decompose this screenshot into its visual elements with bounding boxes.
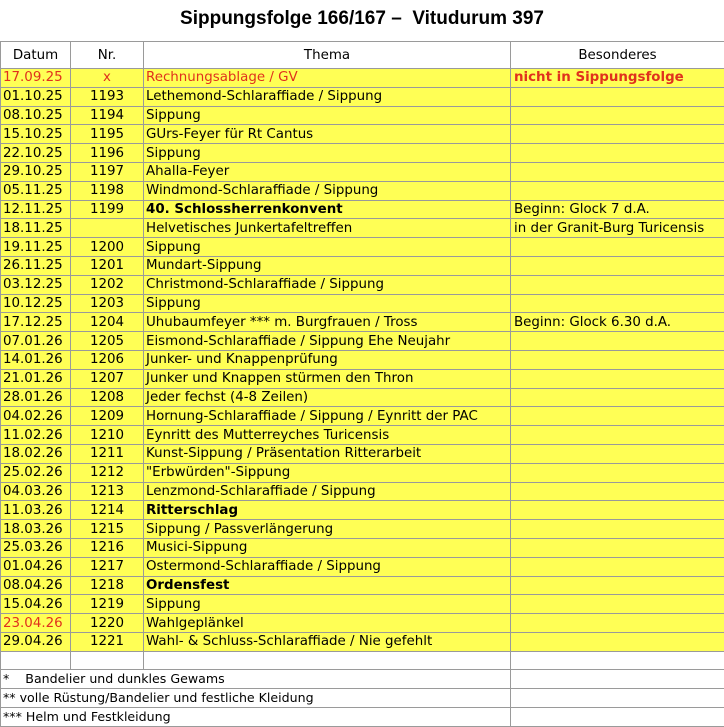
cell-thema: Lenzmond-Schlaraffiade / Sippung [144, 482, 511, 501]
cell-datum: 15.04.26 [1, 595, 71, 614]
table-row [1, 426, 724, 445]
table-row [1, 557, 724, 576]
cell-datum: 10.12.25 [1, 294, 71, 313]
table-row [1, 576, 724, 595]
table-row [1, 388, 724, 407]
schedule-table [0, 41, 724, 727]
cell-thema: Rechnungsablage / GV [144, 69, 511, 88]
cell-nr: 1197 [71, 162, 144, 181]
cell-nr: 1195 [71, 125, 144, 144]
cell-thema: Christmond-Schlaraffiade / Sippung [144, 275, 511, 294]
table-row [1, 144, 724, 163]
cell-thema: Ahalla-Feyer [144, 162, 511, 181]
cell-besonderes [511, 426, 724, 445]
table-row [1, 407, 724, 426]
table-row [1, 200, 724, 219]
cell-besonderes [511, 275, 724, 294]
table-row [1, 632, 724, 651]
cell-thema: Windmond-Schlaraffiade / Sippung [144, 181, 511, 200]
cell-thema: "Erbwürden"-Sippung [144, 463, 511, 482]
cell-besonderes [511, 576, 724, 595]
cell-nr: 1208 [71, 388, 144, 407]
cell-besonderes [511, 482, 724, 501]
cell-besonderes [511, 125, 724, 144]
cell-datum: 15.10.25 [1, 125, 71, 144]
footnote-row [1, 707, 724, 726]
table-row [1, 520, 724, 539]
table-row [1, 463, 724, 482]
cell-thema: Sippung [144, 595, 511, 614]
cell-datum: 18.02.26 [1, 444, 71, 463]
cell-besonderes [511, 388, 724, 407]
table-row [1, 482, 724, 501]
cell-besonderes [511, 256, 724, 275]
cell-datum: 11.03.26 [1, 501, 71, 520]
header-besonderes: Besonderes [511, 42, 724, 69]
cell-nr: 1207 [71, 369, 144, 388]
table-row [1, 501, 724, 520]
cell-thema: Jeder fechst (4-8 Zeilen) [144, 388, 511, 407]
cell-thema: 40. Schlossherrenkonvent [144, 200, 511, 219]
cell-besonderes [511, 501, 724, 520]
cell-datum: 01.04.26 [1, 557, 71, 576]
cell-thema: Junker und Knappen stürmen den Thron [144, 369, 511, 388]
cell-besonderes [511, 162, 724, 181]
cell-besonderes [511, 614, 724, 633]
cell-nr: 1202 [71, 275, 144, 294]
cell-thema: Hornung-Schlaraffiade / Sippung / Eynritt der PAC [144, 407, 511, 426]
cell-nr: 1212 [71, 463, 144, 482]
table-row [1, 219, 724, 238]
cell-datum: 18.03.26 [1, 520, 71, 539]
cell-besonderes [511, 520, 724, 539]
cell-nr: 1201 [71, 256, 144, 275]
table-row [1, 106, 724, 125]
cell-nr: 1213 [71, 482, 144, 501]
cell-nr: 1196 [71, 144, 144, 163]
table-row [1, 332, 724, 351]
cell-thema: Sippung [144, 238, 511, 257]
cell-nr: 1210 [71, 426, 144, 445]
cell-datum: 29.04.26 [1, 632, 71, 651]
cell-besonderes [511, 144, 724, 163]
cell-besonderes: in der Granit-Burg Turicensis [511, 219, 724, 238]
header-datum: Datum [1, 42, 71, 69]
cell-besonderes [511, 181, 724, 200]
cell-nr: 1209 [71, 407, 144, 426]
cell-nr [71, 219, 144, 238]
footnote-triple-star: *** Helm und Festkleidung [1, 707, 511, 726]
cell-thema: Eismond-Schlaraffiade / Sippung Ehe Neujahr [144, 332, 511, 351]
cell-nr: 1217 [71, 557, 144, 576]
cell-thema: Ritterschlag [144, 501, 511, 520]
cell-datum: 25.03.26 [1, 538, 71, 557]
table-row [1, 444, 724, 463]
cell-thema: Wahlgeplänkel [144, 614, 511, 633]
table-row [1, 614, 724, 633]
cell-besonderes [511, 87, 724, 106]
cell-datum: 19.11.25 [1, 238, 71, 257]
cell-datum: 14.01.26 [1, 350, 71, 369]
cell-thema: GUrs-Feyer für Rt Cantus [144, 125, 511, 144]
cell-datum: 28.01.26 [1, 388, 71, 407]
table-row [1, 181, 724, 200]
cell-thema: Junker- und Knappenprüfung [144, 350, 511, 369]
cell-datum: 26.11.25 [1, 256, 71, 275]
table-row [1, 313, 724, 332]
cell-datum: 07.01.26 [1, 332, 71, 351]
cell-datum: 17.09.25 [1, 69, 71, 88]
cell-datum: 12.11.25 [1, 200, 71, 219]
table-row [1, 87, 724, 106]
cell-besonderes: nicht in Sippungsfolge [511, 69, 724, 88]
cell-thema: Sippung [144, 106, 511, 125]
table-row [1, 294, 724, 313]
cell-thema: Kunst-Sippung / Präsentation Ritterarbeit [144, 444, 511, 463]
cell-thema: Sippung [144, 294, 511, 313]
cell-besonderes [511, 463, 724, 482]
cell-nr: 1214 [71, 501, 144, 520]
cell-besonderes [511, 632, 724, 651]
cell-thema: Uhubaumfeyer *** m. Burgfrauen / Tross [144, 313, 511, 332]
cell-nr: 1211 [71, 444, 144, 463]
footnote-row [1, 669, 724, 688]
cell-besonderes [511, 369, 724, 388]
table-row [1, 162, 724, 181]
header-row [1, 42, 724, 69]
cell-thema: Ostermond-Schlaraffiade / Sippung [144, 557, 511, 576]
cell-nr: 1218 [71, 576, 144, 595]
table-row [1, 125, 724, 144]
cell-datum: 05.11.25 [1, 181, 71, 200]
cell-thema: Ordensfest [144, 576, 511, 595]
footnote-row [1, 688, 724, 707]
cell-thema: Lethemond-Schlaraffiade / Sippung [144, 87, 511, 106]
cell-datum: 25.02.26 [1, 463, 71, 482]
cell-thema: Musici-Sippung [144, 538, 511, 557]
cell-datum: 21.01.26 [1, 369, 71, 388]
cell-nr: 1194 [71, 106, 144, 125]
cell-nr: 1204 [71, 313, 144, 332]
cell-datum: 29.10.25 [1, 162, 71, 181]
cell-datum: 23.04.26 [1, 614, 71, 633]
cell-nr: 1206 [71, 350, 144, 369]
footnote-double-star: ** volle Rüstung/Bandelier und festliche Kleidung [1, 688, 511, 707]
cell-datum: 11.02.26 [1, 426, 71, 445]
cell-nr: 1198 [71, 181, 144, 200]
cell-nr: 1203 [71, 294, 144, 313]
table-row [1, 275, 724, 294]
table-row [1, 369, 724, 388]
table-row [1, 538, 724, 557]
table-row [1, 350, 724, 369]
cell-datum: 17.12.25 [1, 313, 71, 332]
cell-nr: 1215 [71, 520, 144, 539]
cell-besonderes: Beginn: Glock 7 d.A. [511, 200, 724, 219]
cell-datum: 08.10.25 [1, 106, 71, 125]
blank-row [1, 651, 724, 669]
cell-besonderes [511, 238, 724, 257]
cell-datum: 01.10.25 [1, 87, 71, 106]
cell-datum: 03.12.25 [1, 275, 71, 294]
cell-nr: 1200 [71, 238, 144, 257]
cell-nr: 1220 [71, 614, 144, 633]
cell-besonderes [511, 557, 724, 576]
cell-thema: Mundart-Sippung [144, 256, 511, 275]
cell-besonderes [511, 332, 724, 351]
cell-besonderes [511, 350, 724, 369]
cell-datum: 22.10.25 [1, 144, 71, 163]
table-row [1, 238, 724, 257]
cell-nr: 1205 [71, 332, 144, 351]
cell-besonderes [511, 444, 724, 463]
cell-besonderes [511, 407, 724, 426]
header-nr: Nr. [71, 42, 144, 69]
cell-datum: 04.02.26 [1, 407, 71, 426]
cell-datum: 18.11.25 [1, 219, 71, 238]
page-title: Sippungsfolge 166/167 – Vitudurum 397 [0, 6, 724, 32]
cell-datum: 04.03.26 [1, 482, 71, 501]
cell-thema: Sippung [144, 144, 511, 163]
footnote-single-star: * Bandelier und dunkles Gewams [1, 669, 511, 688]
cell-nr: 1219 [71, 595, 144, 614]
cell-thema: Sippung / Passverlängerung [144, 520, 511, 539]
cell-nr: x [71, 69, 144, 88]
cell-besonderes [511, 538, 724, 557]
cell-nr: 1193 [71, 87, 144, 106]
table-row [1, 595, 724, 614]
header-thema: Thema [144, 42, 511, 69]
cell-thema: Eynritt des Mutterreyches Turicensis [144, 426, 511, 445]
table-row [1, 69, 724, 88]
cell-besonderes: Beginn: Glock 6.30 d.A. [511, 313, 724, 332]
cell-nr: 1216 [71, 538, 144, 557]
cell-thema: Wahl- & Schluss-Schlaraffiade / Nie gefehlt [144, 632, 511, 651]
cell-thema: Helvetisches Junkertafeltreffen [144, 219, 511, 238]
cell-besonderes [511, 294, 724, 313]
cell-besonderes [511, 595, 724, 614]
cell-nr: 1221 [71, 632, 144, 651]
cell-besonderes [511, 106, 724, 125]
cell-nr: 1199 [71, 200, 144, 219]
cell-datum: 08.04.26 [1, 576, 71, 595]
table-row [1, 256, 724, 275]
